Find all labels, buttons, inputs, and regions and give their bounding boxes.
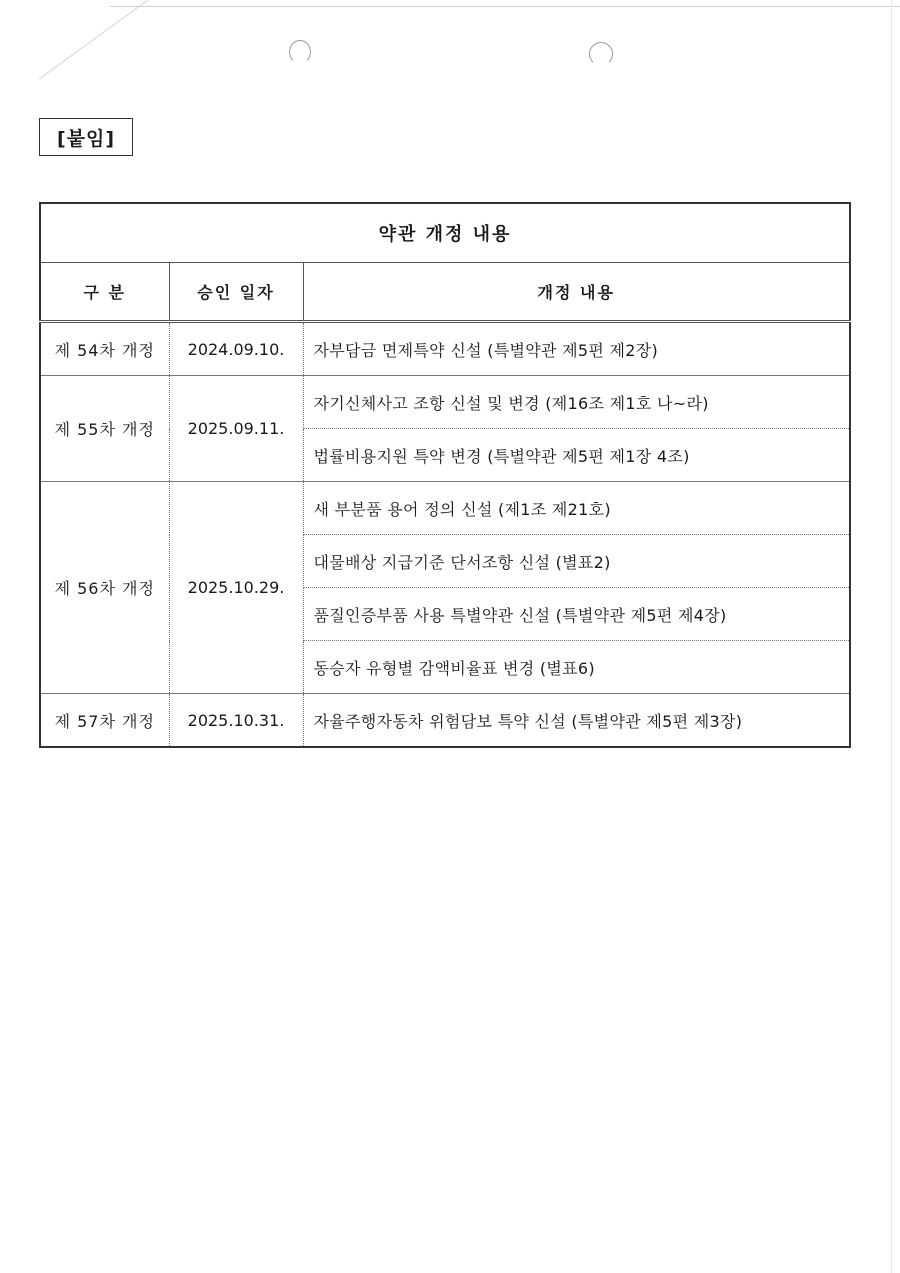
approval-date: 2025.10.29. <box>169 482 303 694</box>
table-title: 약관 개정 내용 <box>40 203 850 263</box>
header-content: 개정 내용 <box>303 263 850 322</box>
punch-hole-left <box>289 40 311 64</box>
attachment-label: [붙임] <box>39 118 133 156</box>
approval-date: 2025.09.11. <box>169 376 303 482</box>
amendment-label: 제 57차 개정 <box>40 694 169 748</box>
amendment-content: 자율주행자동차 위험담보 특약 신설 (특별약관 제5편 제3장) <box>303 694 850 748</box>
table-row <box>40 482 850 535</box>
table-row <box>40 694 850 748</box>
table-row <box>40 322 850 376</box>
amendment-content: 새 부분품 용어 정의 신설 (제1조 제21호) <box>303 482 850 535</box>
table-row <box>40 376 850 429</box>
amendment-content: 자기신체사고 조항 신설 및 변경 (제16조 제1호 나~라) <box>303 376 850 429</box>
amendment-content: 대물배상 지급기준 단서조항 신설 (별표2) <box>303 535 850 588</box>
amendment-content: 법률비용지원 특약 변경 (특별약관 제5편 제1장 4조) <box>303 429 850 482</box>
scan-edge-right <box>891 0 892 1273</box>
amendment-table <box>39 202 851 748</box>
approval-date: 2025.10.31. <box>169 694 303 748</box>
header-category: 구 분 <box>40 263 169 322</box>
scan-edge-top <box>110 0 900 7</box>
approval-date: 2024.09.10. <box>169 322 303 376</box>
punch-hole-right <box>589 42 613 66</box>
header-approval-date: 승인 일자 <box>169 263 303 322</box>
header-row <box>40 263 850 322</box>
scan-edge-diagonal <box>39 0 153 79</box>
amendment-content: 자부담금 면제특약 신설 (특별약관 제5편 제2장) <box>303 322 850 376</box>
amendment-content: 품질인증부품 사용 특별약관 신설 (특별약관 제5편 제4장) <box>303 588 850 641</box>
amendment-label: 제 55차 개정 <box>40 376 169 482</box>
amendment-content: 동승자 유형별 감액비율표 변경 (별표6) <box>303 641 850 694</box>
amendment-label: 제 54차 개정 <box>54 340 155 360</box>
amendment-label: 제 56차 개정 <box>40 482 169 694</box>
